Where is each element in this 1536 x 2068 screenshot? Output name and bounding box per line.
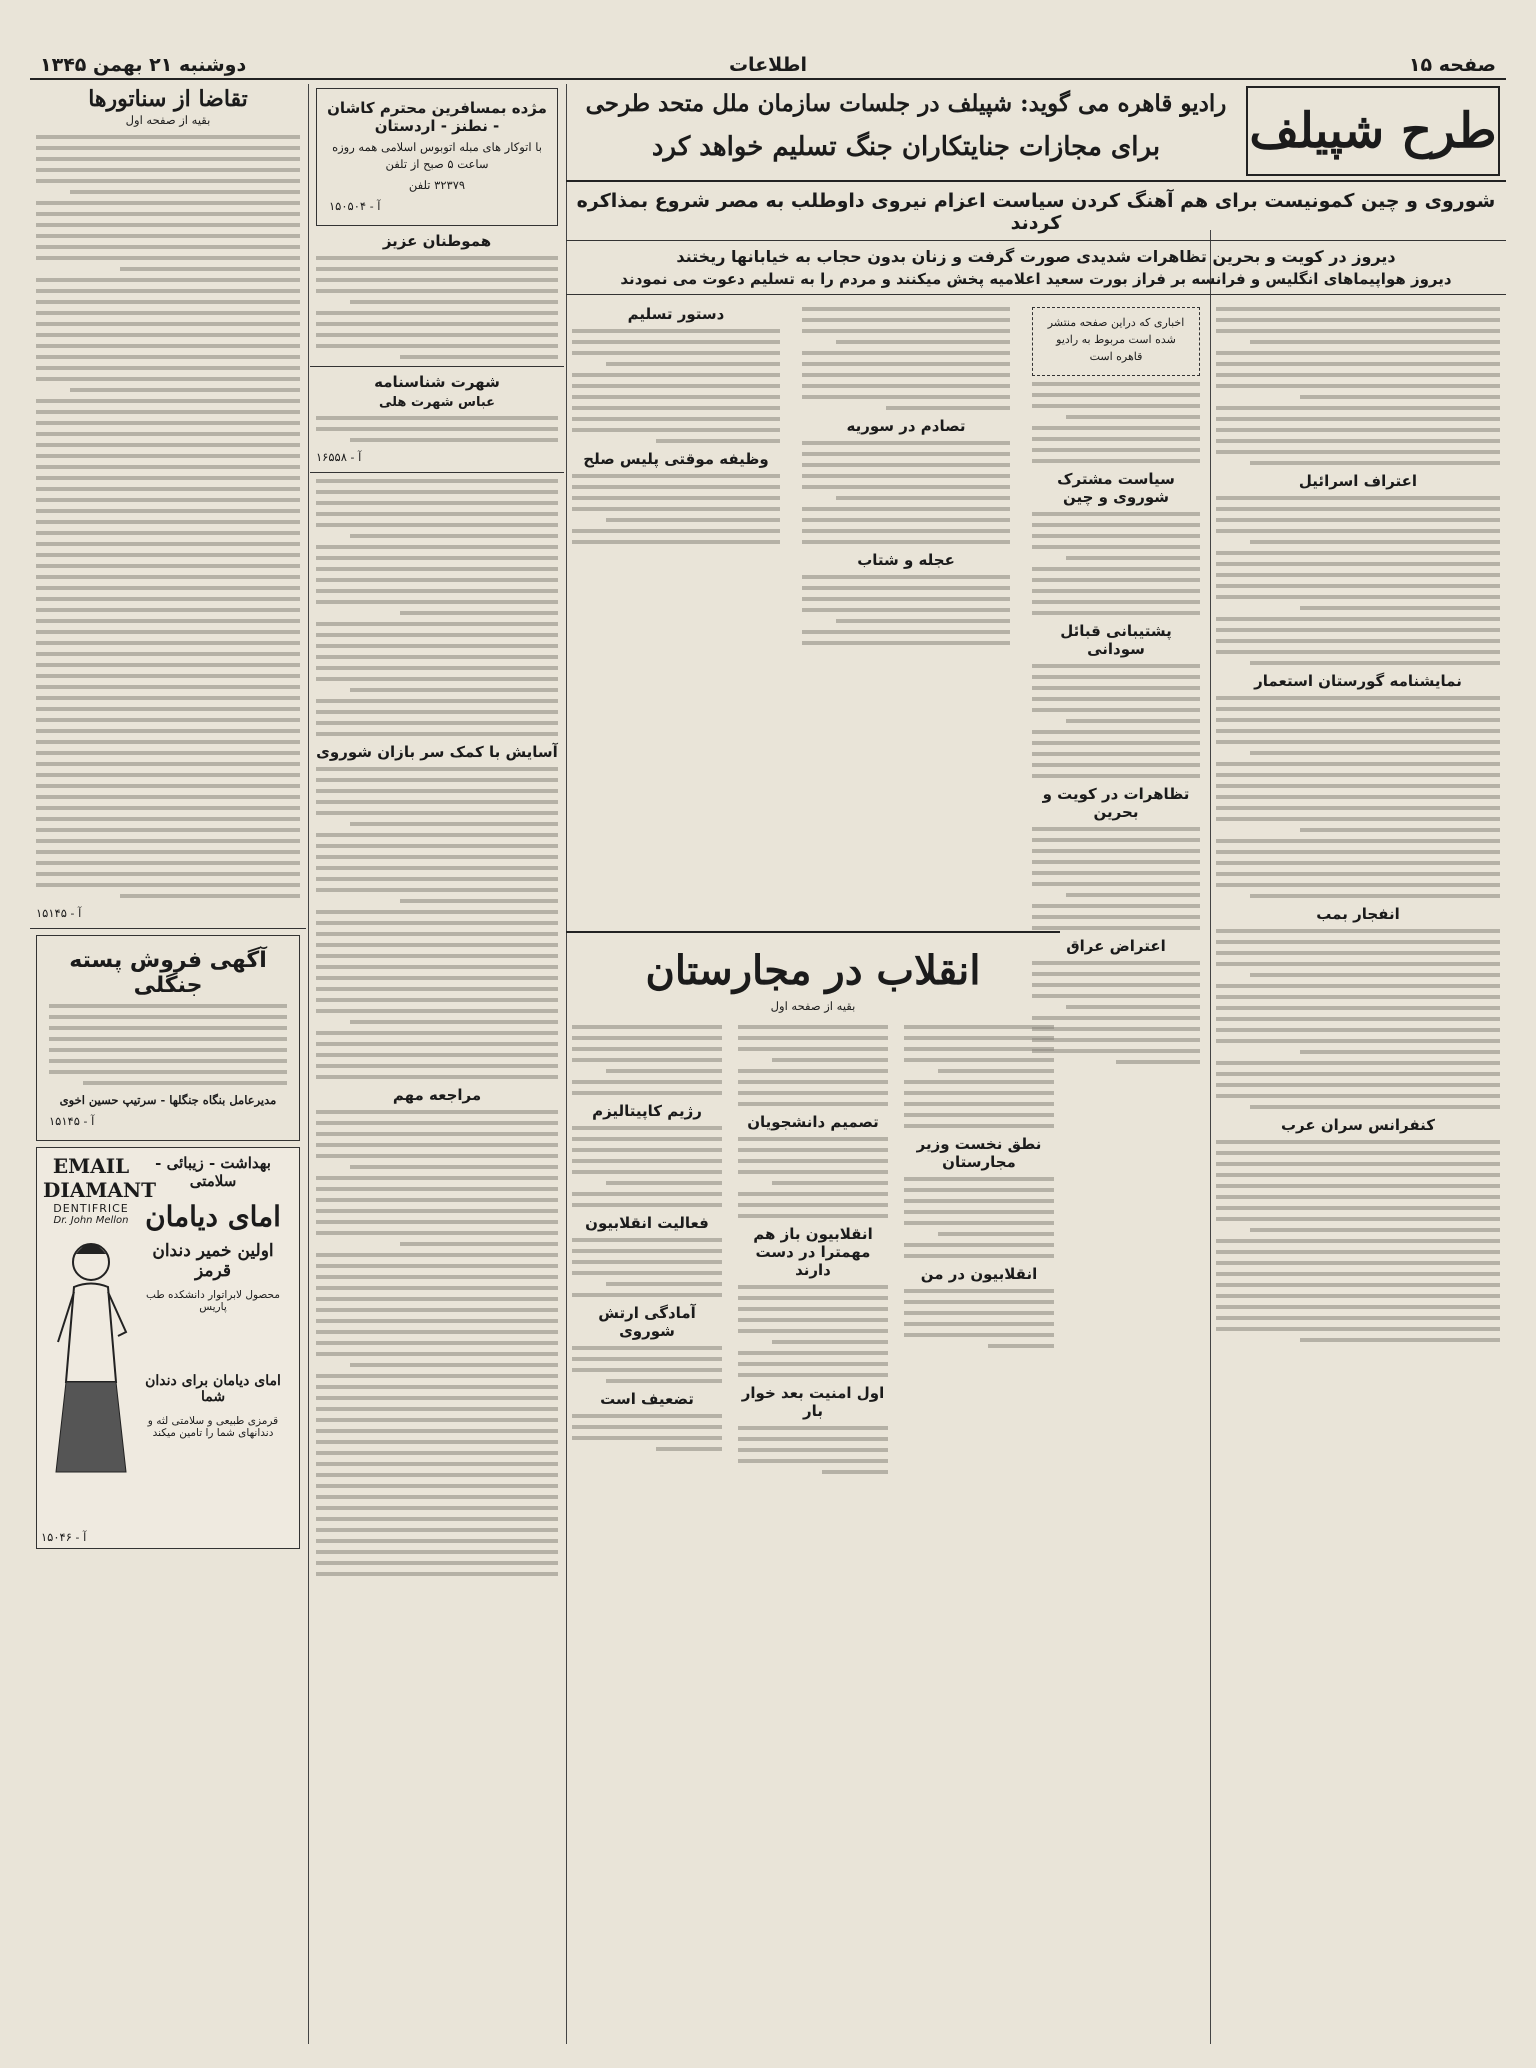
section-hungary-activity: فعالیت انقلابیون bbox=[585, 1214, 709, 1232]
subhead-3: دیروز هواپیماهای انگلیس و فرانسه بر فراز بورت سعید اعلامیه پخش میکنند و مردم را به تسلیم دعوت می نمودند bbox=[620, 270, 1452, 288]
pistachio-ad bbox=[36, 935, 300, 1141]
section-israel: اعتراف اسرائیل bbox=[1298, 472, 1418, 490]
page-number: صفحه ۱۵ bbox=[1408, 54, 1496, 76]
section-rush: عجله و شتاب bbox=[857, 551, 955, 569]
subhead-1: شوروی و چین کمونیست برای هم آهنگ کردن سیاست اعزام نیروی داوطلب به مصر شروع بمذاکره کردند bbox=[576, 190, 1496, 234]
brand-diamant: DIAMANT bbox=[43, 1178, 157, 1202]
email-diamant-ad bbox=[36, 1147, 300, 1549]
section-hungary-weak: تضعیف است bbox=[600, 1390, 694, 1408]
ad-product: امای دیامان bbox=[145, 1200, 281, 1233]
email-ad-ref: آ - ۱۵۰۴۶ bbox=[41, 1530, 87, 1544]
section-hungary-army: آمادگی ارتش شوروی bbox=[598, 1304, 696, 1340]
brand-doctor: Dr. John Mellon bbox=[53, 1215, 129, 1226]
section-hungary-security: اول امنیت بعد خوار بار bbox=[741, 1384, 885, 1420]
folio-strip bbox=[30, 52, 1506, 80]
license-name: عباس شهرت هلی bbox=[378, 395, 496, 410]
ad-product-2: امای دیامان برای دندان شما bbox=[145, 1373, 281, 1405]
paper-name: اطلاعات bbox=[728, 54, 808, 76]
headline-line-2: برای مجازات جنایتکاران جنگ تسلیم خواهد کرد bbox=[651, 132, 1161, 162]
subhead-2: دیروز در کویت و بحرین تظاهرات شدیدی صورت گرفت و زنان بدون حجاب به خیابانها ریختند bbox=[676, 247, 1396, 266]
section-soviet-china: سیاست مشترک شوروی و چین bbox=[1057, 470, 1175, 506]
license-title: شهرت شناسنامه bbox=[374, 373, 500, 391]
section-syria: تصادم در سوریه bbox=[846, 417, 966, 435]
ad-slogan: بهداشت - زیبائی - سلامتی bbox=[155, 1154, 271, 1190]
notice-text: اخباری که دراین صفحه منتشر شده است مربوط به رادیو قاهره است bbox=[1047, 316, 1185, 363]
section-hungary-students: تصمیم دانشجویان bbox=[747, 1113, 879, 1131]
hungary-cont: بقیه از صفحه اول bbox=[770, 999, 856, 1013]
pistachio-ad-title: آگهی فروش پسته جنگلی bbox=[69, 948, 267, 998]
column-left bbox=[30, 84, 306, 2044]
section-iraq: اعتراض عراق bbox=[1066, 937, 1166, 955]
ad-sub: محصول لابراتوار دانشکده طب پاریس bbox=[146, 1289, 280, 1313]
section-hungary-resistance: انقلابیون در من bbox=[920, 1265, 1038, 1283]
brand-dentifrice: DENTIFRICE bbox=[53, 1202, 129, 1215]
hungary-title: انقلاب در مجارستان bbox=[645, 947, 981, 994]
issue-date: دوشنبه ۲۱ بهمن ۱۳۴۵ bbox=[40, 54, 247, 76]
section-arab-summit: کنفرانس سران عرب bbox=[1280, 1116, 1436, 1134]
section-hungary-revolution: انقلابیون باز هم مهمترا در دست دارند bbox=[753, 1225, 873, 1279]
travel-notice-phone: ۳۲۳۷۹ تلفن bbox=[408, 178, 466, 192]
senators-cont: بقیه از صفحه اول bbox=[125, 113, 211, 127]
woman-illustration-icon bbox=[46, 1232, 136, 1482]
section-bomb: انفجار بمب bbox=[1316, 905, 1400, 923]
section-kuwait: تظاهرات در کویت و بحرین bbox=[1042, 785, 1190, 821]
travel-notice-ref: آ - ۱۵۰۵۰۴ bbox=[329, 199, 381, 213]
hungary-story bbox=[566, 931, 1060, 2044]
license-ref: آ - ۱۶۵۵۸ bbox=[316, 450, 362, 464]
announcement-label: مراجعه مهم bbox=[392, 1086, 482, 1104]
section-kurdistan: نمایشنامه گورستان استعمار bbox=[1254, 672, 1462, 690]
section-hungary-regime: رژیم کاپیتالیزم bbox=[592, 1102, 702, 1120]
travel-notice bbox=[316, 88, 558, 226]
section-police: وظیفه موقتی پلیس صلح bbox=[583, 450, 769, 468]
pistachio-ad-ref: آ - ۱۵۱۴۵ bbox=[49, 1114, 95, 1128]
brand-email: EMAIL bbox=[52, 1154, 130, 1178]
kicker-title: طرح شپیلف bbox=[1246, 86, 1500, 176]
section-sudan: پشتیبانی قبائل سودانی bbox=[1060, 622, 1172, 658]
senators-ref: آ - ۱۵۱۴۵ bbox=[36, 906, 82, 920]
section-soviet-army: آسایش با کمک سر بازان شوروی bbox=[316, 743, 558, 761]
senators-title: تقاضا از سناتورها bbox=[88, 86, 248, 112]
notice-box bbox=[1032, 307, 1200, 376]
main-story bbox=[566, 84, 1506, 2044]
headline-line-1: رادیو قاهره می گوید: شپیلف در جلسات سازمان ملل متحد طرحی bbox=[585, 90, 1227, 117]
section-order: دستور تسلیم bbox=[627, 305, 725, 323]
travel-notice-body: با اتوکار های مبله اتوبوس اسلامی همه روزه ساعت ۵ صبح از تلفن bbox=[332, 140, 542, 171]
section-patriots: هموطنان عزیز bbox=[382, 232, 492, 250]
section-hungary-pm: نطق نخست وزیر مجارستان bbox=[916, 1135, 1042, 1171]
column-ads-middle bbox=[310, 84, 564, 2044]
ad-sub-2: قرمزی طبیعی و سلامتی لثه و دندانهای شما را تامین میکند bbox=[147, 1415, 279, 1439]
ad-tagline: اولین خمیر دندان قرمز bbox=[152, 1241, 274, 1281]
travel-notice-title: مژده بمسافرین محترم کاشان - نطنز - اردستان bbox=[327, 99, 547, 135]
pistachio-ad-signature: مدیرعامل بنگاه جنگلها - سرتیپ حسین اخوی bbox=[59, 1093, 277, 1107]
